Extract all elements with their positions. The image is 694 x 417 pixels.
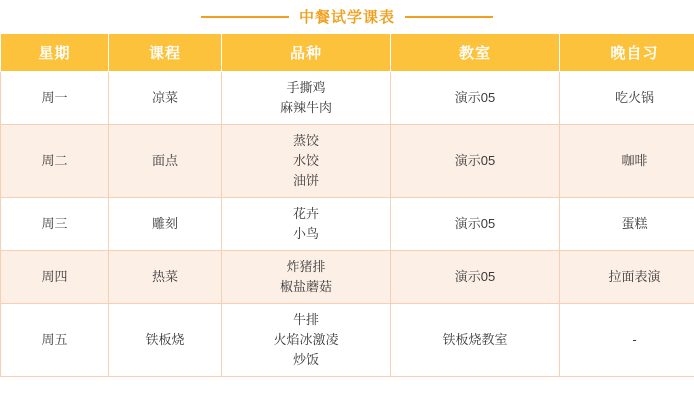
variety-item: 炒饭 bbox=[292, 352, 319, 367]
cell-week: 周三 bbox=[1, 198, 109, 251]
cell-course: 面点 bbox=[109, 125, 222, 198]
title-band bbox=[0, 0, 694, 33]
cell-variety bbox=[222, 198, 391, 251]
cell-week: 周五 bbox=[1, 304, 109, 377]
variety-item: 油饼 bbox=[292, 173, 319, 188]
cell-week: 周二 bbox=[1, 125, 109, 198]
title-rule-right bbox=[405, 16, 493, 18]
column-header-week: 星期 bbox=[1, 34, 109, 72]
cell-room: 演示05 bbox=[391, 251, 560, 304]
cell-room: 演示05 bbox=[391, 72, 560, 125]
table-row bbox=[1, 304, 694, 377]
table-row bbox=[1, 198, 694, 251]
cell-evening: 咖啡 bbox=[560, 125, 694, 198]
cell-week: 周一 bbox=[1, 72, 109, 125]
column-header-room: 教室 bbox=[391, 34, 560, 72]
variety-item: 蒸饺 bbox=[292, 133, 319, 148]
schedule-table bbox=[0, 33, 694, 377]
variety-item: 牛排 bbox=[292, 312, 319, 327]
cell-course: 凉菜 bbox=[109, 72, 222, 125]
table-body bbox=[1, 72, 694, 377]
cell-room: 铁板烧教室 bbox=[391, 304, 560, 377]
variety-item: 炸猪排 bbox=[286, 259, 326, 274]
column-header-course: 课程 bbox=[109, 34, 222, 72]
cell-evening: 拉面表演 bbox=[560, 251, 694, 304]
variety-item: 麻辣牛肉 bbox=[279, 100, 332, 115]
cell-variety bbox=[222, 251, 391, 304]
column-header-evening: 晚自习 bbox=[560, 34, 694, 72]
cell-variety bbox=[222, 304, 391, 377]
page-title: 中餐试学课表 bbox=[298, 9, 395, 26]
table-header-row bbox=[1, 34, 694, 72]
variety-item: 小鸟 bbox=[292, 226, 319, 241]
cell-week: 周四 bbox=[1, 251, 109, 304]
table-header bbox=[1, 34, 694, 72]
variety-item: 手撕鸡 bbox=[286, 80, 326, 95]
variety-item: 火焰冰激凌 bbox=[273, 332, 339, 347]
table-row bbox=[1, 125, 694, 198]
cell-variety bbox=[222, 125, 391, 198]
cell-room: 演示05 bbox=[391, 198, 560, 251]
table-row bbox=[1, 72, 694, 125]
title-rule-left bbox=[201, 16, 289, 18]
table-row bbox=[1, 251, 694, 304]
cell-course: 铁板烧 bbox=[109, 304, 222, 377]
cell-course: 雕刻 bbox=[109, 198, 222, 251]
cell-evening: 蛋糕 bbox=[560, 198, 694, 251]
column-header-variety: 品种 bbox=[222, 34, 391, 72]
cell-evening: - bbox=[560, 304, 694, 377]
cell-room: 演示05 bbox=[391, 125, 560, 198]
variety-item: 水饺 bbox=[292, 153, 319, 168]
cell-course: 热菜 bbox=[109, 251, 222, 304]
cell-variety bbox=[222, 72, 391, 125]
variety-item: 花卉 bbox=[292, 206, 319, 221]
variety-item: 椒盐蘑菇 bbox=[279, 279, 332, 294]
cell-evening: 吃火锅 bbox=[560, 72, 694, 125]
